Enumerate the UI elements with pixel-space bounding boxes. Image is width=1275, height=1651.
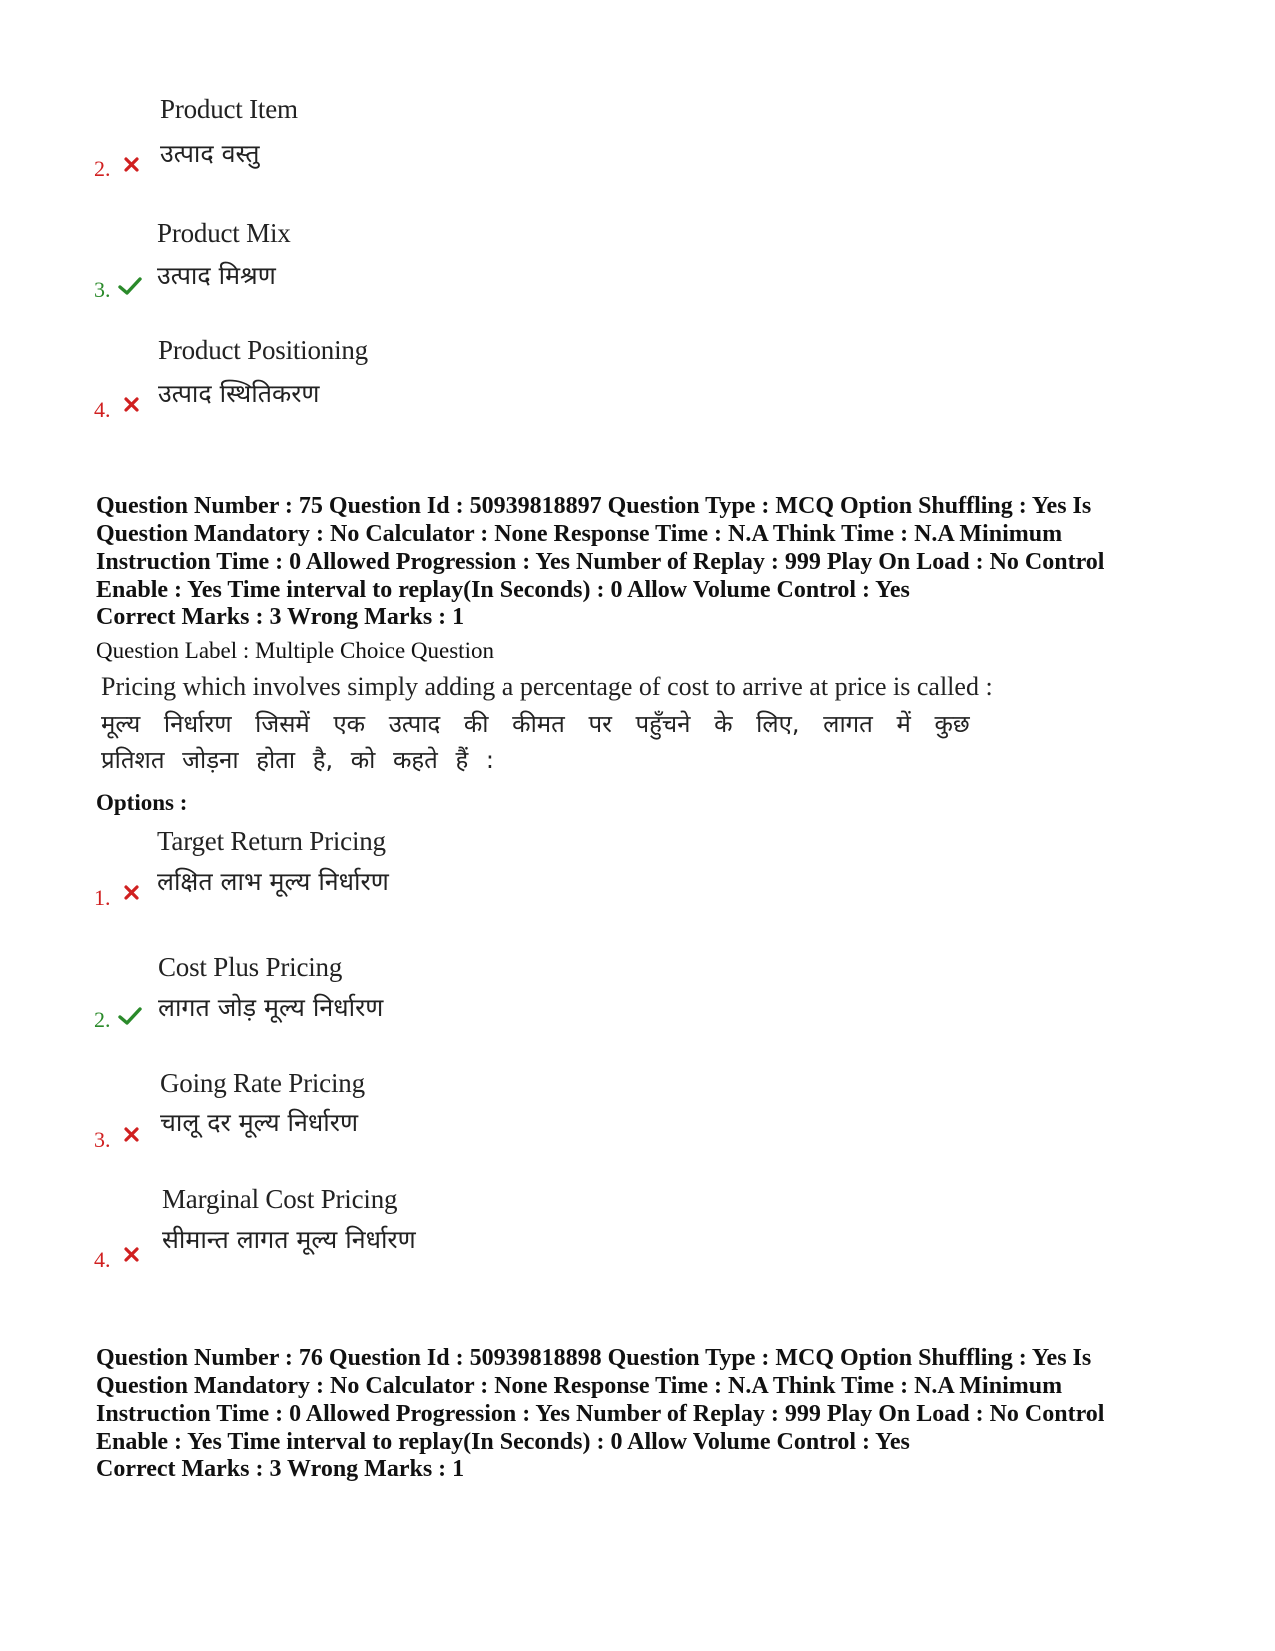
option-text-hi: उत्पाद मिश्रण bbox=[157, 261, 276, 290]
question-meta bbox=[96, 1344, 1206, 1456]
option-number: 2. bbox=[94, 156, 111, 181]
option-text-en: Cost Plus Pricing bbox=[158, 952, 343, 982]
meta-line: Enable : Yes Time interval to replay(In Seconds) : 0 Allow Volume Control : Yes bbox=[96, 577, 910, 603]
option-text-hi: लागत जोड़ मूल्य निर्धारण bbox=[158, 993, 384, 1022]
option-number: 2. bbox=[94, 1007, 111, 1032]
question-text-hi: प्रतिशत जोड़ना होता है, को कहते हैं : bbox=[101, 746, 494, 774]
option-number: 4. bbox=[94, 1247, 111, 1272]
option-number: 4. bbox=[94, 397, 111, 422]
meta-line: Question Number : 75 Question Id : 50939818897 Question Type : MCQ Option Shuffling : Yes Is bbox=[96, 493, 1092, 519]
question-meta bbox=[96, 492, 1206, 604]
cross-icon bbox=[124, 1127, 139, 1142]
option-text-en: Product Item bbox=[160, 94, 298, 124]
option-text-hi: उत्पाद वस्तु bbox=[160, 139, 260, 168]
option-text-hi: चालू दर मूल्य निर्धारण bbox=[160, 1108, 359, 1137]
meta-line: Instruction Time : 0 Allowed Progression : Yes Number of Replay : 999 Play On Load : No Control bbox=[96, 1401, 1105, 1427]
option-text-en: Product Positioning bbox=[158, 335, 368, 365]
check-icon bbox=[118, 276, 142, 296]
cross-icon bbox=[124, 397, 139, 412]
option-number: 1. bbox=[94, 885, 111, 910]
question-text-hi: मूल्य निर्धारण जिसमें एक उत्पाद की कीमत पर पहुँचने के लिए, लागत में कुछ bbox=[101, 710, 970, 738]
meta-line: Question Mandatory : No Calculator : None Response Time : N.A Think Time : N.A Minimum bbox=[96, 1373, 1063, 1399]
cross-icon bbox=[124, 885, 139, 900]
meta-line: Instruction Time : 0 Allowed Progression : Yes Number of Replay : 999 Play On Load : No Control bbox=[96, 549, 1105, 575]
option-text-en: Going Rate Pricing bbox=[160, 1068, 365, 1098]
option-text-en: Target Return Pricing bbox=[157, 826, 386, 856]
options-heading: Options : bbox=[96, 790, 188, 815]
meta-line: Question Mandatory : No Calculator : None Response Time : N.A Think Time : N.A Minimum bbox=[96, 521, 1063, 547]
option-text-hi: सीमान्त लागत मूल्य निर्धारण bbox=[162, 1225, 416, 1254]
question-label: Question Label : Multiple Choice Question bbox=[96, 638, 494, 663]
marks-line: Correct Marks : 3 Wrong Marks : 1 bbox=[96, 604, 465, 630]
cross-icon bbox=[124, 157, 139, 172]
meta-line: Question Number : 76 Question Id : 50939818898 Question Type : MCQ Option Shuffling : Yes Is bbox=[96, 1345, 1092, 1371]
option-number: 3. bbox=[94, 1127, 111, 1152]
question-text-en: Pricing which involves simply adding a percentage of cost to arrive at price is called : bbox=[101, 672, 993, 701]
marks-line: Correct Marks : 3 Wrong Marks : 1 bbox=[96, 1456, 465, 1482]
cross-icon bbox=[124, 1247, 139, 1262]
option-text-hi: लक्षित लाभ मूल्य निर्धारण bbox=[157, 867, 389, 896]
meta-line: Enable : Yes Time interval to replay(In Seconds) : 0 Allow Volume Control : Yes bbox=[96, 1429, 910, 1455]
option-text-hi: उत्पाद स्थितिकरण bbox=[158, 379, 320, 408]
option-text-en: Marginal Cost Pricing bbox=[162, 1184, 398, 1214]
option-number: 3. bbox=[94, 277, 111, 302]
check-icon bbox=[118, 1006, 142, 1026]
option-text-en: Product Mix bbox=[157, 218, 291, 248]
